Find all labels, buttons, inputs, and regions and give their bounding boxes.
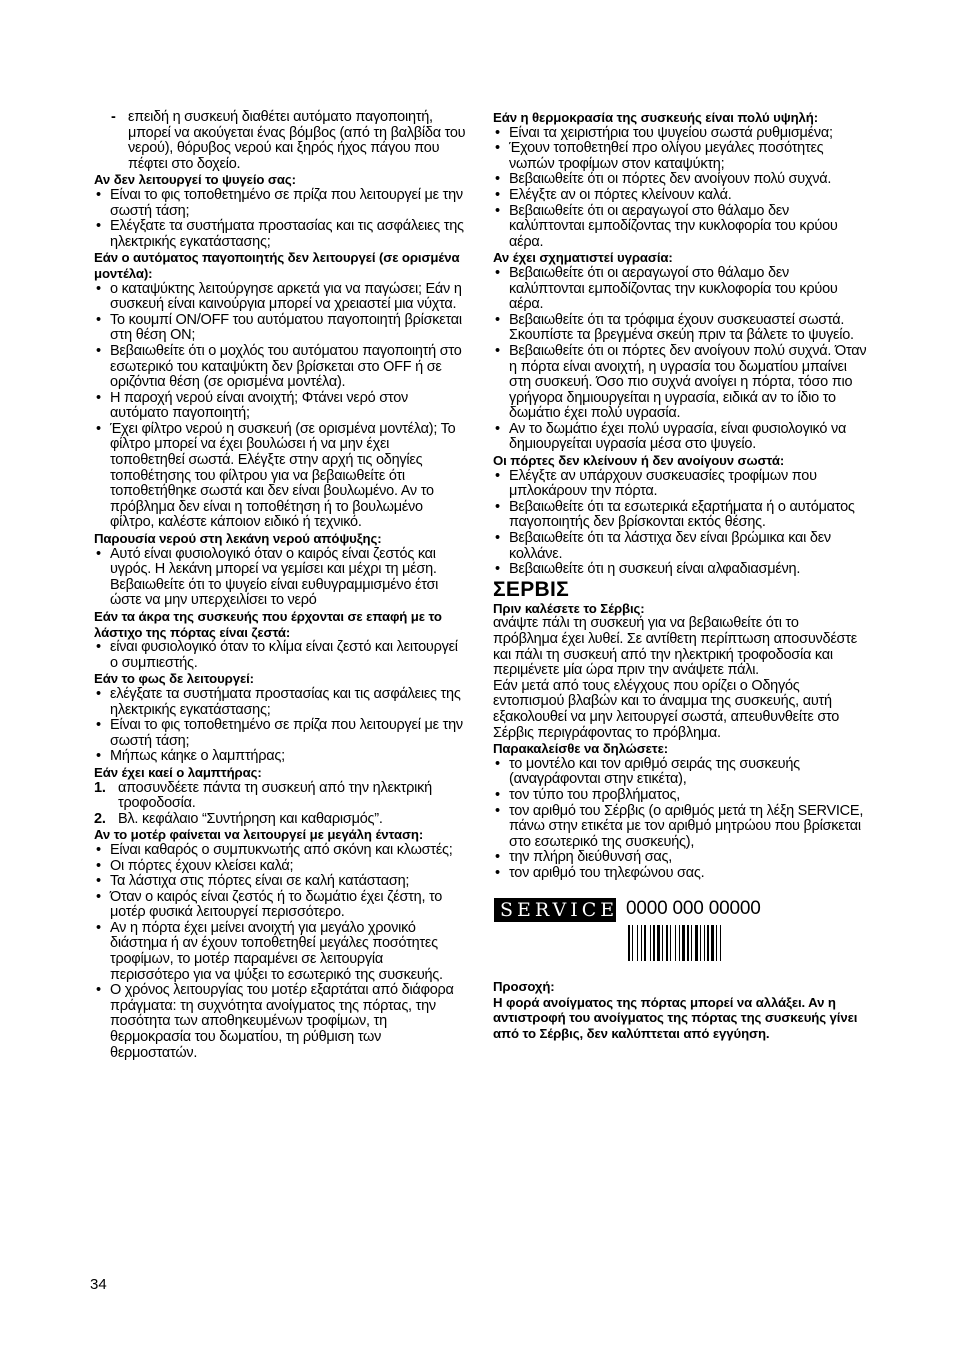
- left-column: [94, 110, 466, 1061]
- bullet-list: [94, 843, 466, 1061]
- list-item: • Το κουμπί ON/OFF του αυτόματου παγοποιητή βρίσκεται στη θέση ON;: [94, 313, 466, 344]
- list-item: • Η παροχή νερού είναι ανοιχτή; Φτάνει νερό στον αυτόματο παγοποιητή;: [94, 391, 466, 422]
- list-item: • Αυτό είναι φυσιολογικό όταν ο καιρός είναι ζεστός και υγρός. Η λεκάνη μπορεί να γεμίσει και μέχρι τη μέση. Βεβαιωθείτε ότι το ψυγείο είναι ευθυγραμμισμένο έτσι ώστε να μην υπερχειλίσει το νερό: [94, 547, 466, 609]
- list-item: • ο καταψύκτης λειτούργησε αρκετά για να παγώσει; Εάν η συσκευή είναι καινούργια μπορεί να χρειαστεί μια νύχτα.: [94, 282, 466, 313]
- list-item: • Βεβαιωθείτε ότι τα εσωτερικά εξαρτήματα ή ο αυτόματος παγοποιητής δεν βρίσκονται εκτός θέσης.: [493, 500, 867, 531]
- list-item: • τον τύπο του προβλήματος,: [493, 788, 867, 804]
- list-item: • Είναι το φις τοποθετημένο σε πρίζα που λειτουργεί με την σωστή τάση;: [94, 188, 466, 219]
- list-item: • Έχουν τοποθετηθεί προ ολίγου μεγάλες ποσότητες νωπών τροφίμων στον καταψύκτη;: [493, 141, 867, 172]
- bullet-list: [94, 547, 466, 609]
- numbered-list: [94, 781, 466, 828]
- bullet-list: [493, 757, 867, 882]
- section-heading: Εάν ο αυτόματος παγοποιητής δεν λειτουργεί (σε ορισμένα μοντέλα):: [94, 250, 460, 281]
- bullet-list: [493, 469, 867, 578]
- item-number: 2.: [94, 810, 106, 827]
- section-heading: Αν δεν λειτουργεί το ψυγείο σας:: [94, 172, 296, 188]
- bullet-list: [493, 266, 867, 453]
- section-heading: Εάν το φως δε λειτουργεί:: [94, 671, 254, 687]
- list-item: • Ελέγξτε αν υπάρχουν συσκευασίες τροφίμων που μπλοκάρουν την πόρτα.: [493, 469, 867, 500]
- item-text: Βλ. κεφάλαιο “Συντήρηση και καθαρισμός”.: [118, 810, 383, 827]
- section-heading: Παρουσία νερού στη λεκάνη νερού απόψυξης:: [94, 531, 382, 547]
- list-item: • Βεβαιωθείτε ότι τα λάστιχα δεν είναι βρώμικα και δεν κολλάνε.: [493, 531, 867, 562]
- bullet-list: [493, 126, 867, 251]
- list-item: • Ελέγξτε αν οι πόρτες κλείνουν καλά.: [493, 188, 867, 204]
- list-item: • Βεβαιωθείτε ότι τα τρόφιμα έχουν συσκευαστεί σωστά. Σκουπίστε τα βρεγμένα σκεύη πριν τα βάλετε το ψυγείο.: [493, 313, 867, 344]
- section-heading: Εάν έχει καεί ο λαμπτήρας:: [94, 764, 262, 780]
- list-item: • τον αριθμό του Σέρβις (ο αριθμός μετά τη λέξη SERVICE, πάνω στην ετικέτα με τον αριθμό μητρώου που βρίσκεται στο εσωτερικό της συσκευής),: [493, 804, 867, 851]
- list-item: [94, 812, 466, 828]
- list-item: • Βεβαιωθείτε ότι ο μοχλός του αυτόματου παγοποιητή στο εσωτερικό του καταψύκτη δεν βρίσκεται στο OFF ή σε οριζόντια θέση (σε ορισμένα μοντέλα).: [94, 344, 466, 391]
- list-item: • Είναι καθαρός ο συμπυκνωτής από σκόνη και κλωστές;: [94, 843, 466, 859]
- list-item: • Τα λάστιχα στις πόρτες είναι σε καλή κατάσταση;: [94, 874, 466, 890]
- section-heading: Αν το μοτέρ φαίνεται να λειτουργεί με μεγάλη ένταση:: [94, 827, 424, 843]
- note-heading: Προσοχή:: [493, 979, 555, 995]
- page-number: 34: [90, 1276, 107, 1293]
- list-item: • είναι φυσιολογικό όταν το κλίμα είναι ζεστό και λειτουργεί ο συμπιεστής.: [94, 640, 466, 671]
- right-column: [493, 110, 867, 1041]
- service-title: ΣΕΡΒΙΣ: [493, 577, 570, 601]
- list-item: • Βεβαιωθείτε ότι οι πόρτες δεν ανοίγουν πολύ συχνά. Όταν η πόρτα είναι ανοιχτή, η υγρασία του δωματίου μπαίνει στη συσκευή. Όσο πιο συχνά ανοίγει η πόρτα, τόσο πιο γρήγορα δημιουργείται η υγρασία, ειδικά αν το ίδιο το δωμάτιο έχει πολύ υγρασία.: [493, 344, 867, 422]
- bullet-list: [94, 188, 466, 250]
- bullet-list: [94, 640, 466, 671]
- list-item: • ελέγξατε τα συστήματα προστασίας και τις ασφάλειες της ηλεκτρικής εγκατάστασης;: [94, 687, 466, 718]
- section-heading: Πριν καλέσετε το Σέρβις:: [493, 600, 645, 616]
- section-heading: Οι πόρτες δεν κλείνουν ή δεν ανοίγουν σωστά:: [493, 453, 785, 469]
- section-heading: Παρακαλείσθε να δηλώσετε:: [493, 741, 669, 757]
- paragraph: ανάψτε πάλι τη συσκευή για να βεβαιωθείτε ότι το πρόβλημα έχει λυθεί. Σε αντίθετη περίπτωση αποσυνδέστε και πάλι τη συσκευή από την ηλεκτρική τροφοδοσία και περιμένετε μία ώρα πριν την ανάψετε πάλι.: [493, 615, 857, 679]
- list-item: • Αν η πόρτα έχει μείνει ανοιχτή για μεγάλο χρονικό διάστημα ή αν έχουν τοποθετηθεί μεγάλες ποσότητες τροφίμων, το μοτέρ παραμένει σε λειτουργία περισσότερο για να ψύξει το εσωτερικό της συσκευής.: [94, 921, 466, 983]
- bullet-list: [94, 282, 466, 532]
- list-item: • Οι πόρτες έχουν κλείσει καλά;: [94, 859, 466, 875]
- service-number: 0000 000 00000: [626, 897, 761, 919]
- paragraph: Εάν μετά από τους ελέγχους που ορίζει ο Οδηγός εντοπισμού βλαβών και το άναμμα της συσκευής, αυτή εξακολουθεί να μην λειτουργεί σωστά, απευθυνθείτε στο Σέρβις περιγράφοντας το πρόβλημα.: [493, 677, 840, 741]
- list-item: • Βεβαιωθείτε ότι οι αεραγωγοί στο θάλαμο δεν καλύπτονται εμποδίζοντας την κυκλοφορία του κρύου αέρα.: [493, 204, 867, 251]
- list-item: • Βεβαιωθείτε ότι οι πόρτες δεν ανοίγουν πολύ συχνά.: [493, 172, 867, 188]
- list-item: • την πλήρη διεύθυνσή σας,: [493, 850, 867, 866]
- list-item: • τον αριθμό του τηλεφώνου σας.: [493, 866, 867, 882]
- note-text: Η φορά ανοίγματος της πόρτας μπορεί να αλλάξει. Αν η αντιστροφή του ανοίγματος της πόρτας της συσκευής γίνει από το Σέρβις, δεν καλύπτεται από εγγύηση.: [493, 994, 858, 1041]
- section-heading: Αν έχει σχηματιστεί υγρασία:: [493, 250, 673, 266]
- list-item: • Βεβαιωθείτε ότι οι αεραγωγοί στο θάλαμο δεν καλύπτονται εμποδίζοντας την κυκλοφορία του κρύου αέρα.: [493, 266, 867, 313]
- list-item: • Αν το δωμάτιο έχει πολύ υγρασία, είναι φυσιολογικό να δημιουργείται υγρασία μέσα στο ψυγείο.: [493, 422, 867, 453]
- list-item: • Είναι τα χειριστήρια του ψυγείου σωστά ρυθμισμένα;: [493, 126, 867, 142]
- list-item: - επειδή η συσκευή διαθέτει αυτόματο παγοποιητή, μπορεί να ακούγεται ένας βόμβος (από τη βαλβίδα του νερού), θόρυβος νερού και ξηρός ήχος πάγου που πέφτει στο δοχείο.: [94, 110, 466, 172]
- barcode-icon: [628, 925, 778, 961]
- bullet-list: [94, 687, 466, 765]
- service-label: SERVICE: [494, 898, 616, 922]
- list-item: • Είναι το φις τοποθετημένο σε πρίζα που λειτουργεί με την σωστή τάση;: [94, 718, 466, 749]
- list-item: • Βεβαιωθείτε ότι η συσκευή είναι αλφαδιασμένη.: [493, 562, 867, 578]
- list-item: • το μοντέλο και τον αριθμό σειράς της συσκευής (αναγράφονται στην ετικέτα),: [493, 757, 867, 788]
- list-item: [94, 781, 466, 812]
- list-item: • Μήπως κάηκε ο λαμπτήρας;: [94, 749, 466, 765]
- service-number-block: [626, 898, 778, 966]
- list-item: • Ελέγξατε τα συστήματα προστασίας και τις ασφάλειες της ηλεκτρικής εγκατάστασης;: [94, 219, 466, 250]
- section-heading: Εάν τα άκρα της συσκευής που έρχονται σε επαφή με το λάστιχο της πόρτας είναι ζεστά:: [94, 609, 442, 640]
- intro-list: [94, 110, 466, 172]
- service-label-sample: [494, 898, 867, 966]
- section-heading: Εάν η θερμοκρασία της συσκευής είναι πολύ υψηλή:: [493, 110, 819, 125]
- item-text: αποσυνδέετε πάντα τη συσκευή από την ηλεκτρική τροφοδοσία.: [118, 779, 432, 812]
- list-item: • Ο χρόνος λειτουργίας του μοτέρ εξαρτάται από διάφορα πράγματα: τη συχνότητα ανοίγματος της πόρτας, την ποσότητα των αποθηκευμένων τροφίμων, τη θερμοκρασία του δωματίου, τη ρύθμιση των θερμοστατών.: [94, 983, 466, 1061]
- list-item: • Έχει φίλτρο νερού η συσκευή (σε ορισμένα μοντέλα); Το φίλτρο μπορεί να έχει βουλώσει ή να μην έχει τοποθετηθεί σωστά. Ελέγξτε στην αρχή τις οδηγίες τοποθέτησης του φίλτρου για να βεβαιωθείτε ότι τοποθετήθηκε σωστά και δεν είναι βουλωμένο. Αν το πρόβλημα δεν είναι η τοποθέτηση ή το βουλωμένο φίλτρο, καλέστε κάποιον ειδικό ή τεχνικό.: [94, 422, 466, 531]
- item-number: 1.: [94, 779, 106, 796]
- list-item: • Όταν ο καιρός είναι ζεστός ή το δωμάτιο έχει ζέστη, το μοτέρ φυσικά λειτουργεί περισσότερο.: [94, 890, 466, 921]
